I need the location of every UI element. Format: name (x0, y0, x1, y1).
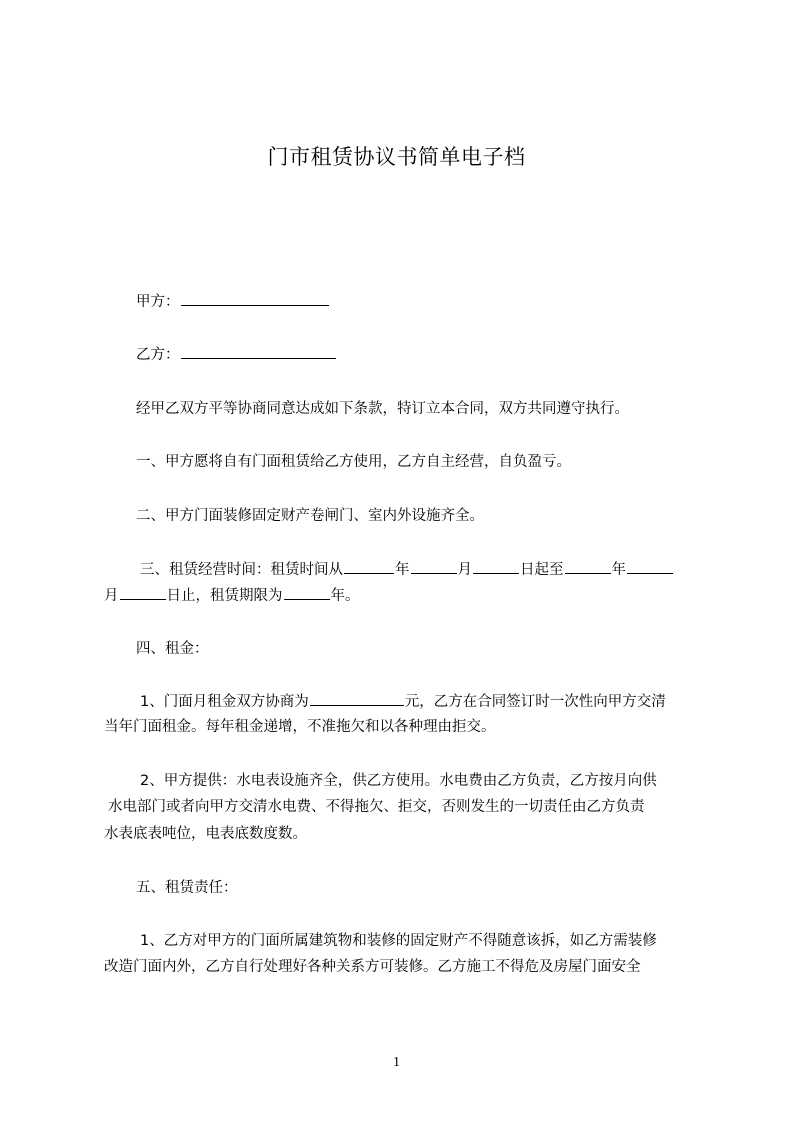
clause-2: 二、甲方门面装修固定财产卷闸门、室内外设施齐全。 (136, 508, 484, 524)
clause-4-1-suffix: 元，乙方在合同签订时一次性向甲方交清 (404, 694, 666, 710)
page-number: 1 (393, 1055, 400, 1070)
clause-3-year-1: 年 (395, 562, 410, 578)
clause-5-heading: 五、租赁责任： (136, 880, 238, 896)
clause-4-2-line-1: 2、甲方提供：水电表设施齐全，供乙方使用。水电费由乙方负责，乙方按月向供 (140, 773, 657, 789)
clause-3-day-2: 日止，租赁期限为 (166, 588, 283, 604)
clause-4-heading: 四、租金： (136, 641, 209, 657)
clause-3-year-2: 年 (611, 562, 626, 578)
clause-3-years: 年。 (330, 588, 360, 604)
party-b-line (136, 344, 337, 365)
start-year-blank (344, 559, 394, 574)
clause-4-2-line-3: 水表底表吨位，电表底数度数。 (104, 826, 307, 842)
clause-3-day-1: 日起至 (520, 562, 564, 578)
end-year-blank (565, 559, 611, 574)
clause-3-line-2 (104, 585, 360, 606)
document-title: 门市租赁协议书简单电子档 (267, 145, 526, 169)
clause-4-2-line-2: 水电部门或者向甲方交清水电费、不得拖欠、拒交，否则发生的一切责任由乙方负责 (108, 799, 645, 815)
preamble: 经甲乙双方平等协商同意达成如下条款，特订立本合同，双方共同遵守执行。 (136, 401, 629, 417)
clause-3-prefix: 三、租赁经营时间：租赁时间从 (140, 562, 343, 578)
clause-4-1-line-2: 当年门面租金。每年租金递增，不准拖欠和以各种理由拒交。 (104, 719, 496, 735)
start-day-blank (473, 559, 519, 574)
party-a-label: 甲方： (136, 294, 180, 310)
clause-3-month-1: 月 (457, 562, 472, 578)
start-month-blank (411, 559, 457, 574)
clause-4-1-prefix: 1、门面月租金双方协商为 (140, 694, 309, 710)
clause-5-1-line-1: 1、乙方对甲方的门面所属建筑物和装修的固定财产不得随意该拆，如乙方需装修 (140, 933, 657, 949)
term-years-blank (284, 585, 330, 600)
party-a-blank (181, 291, 329, 306)
clause-1: 一、甲方愿将自有门面租赁给乙方使用，乙方自主经营，自负盈亏。 (136, 454, 571, 470)
party-b-label: 乙方： (136, 347, 180, 363)
monthly-rent-blank (310, 691, 404, 706)
clause-5-1-line-2: 改造门面内外，乙方自行处理好各种关系方可装修。乙方施工不得危及房屋门面安全 (104, 959, 641, 975)
party-a-line (136, 291, 330, 312)
end-month-blank-start (627, 559, 673, 574)
clause-4-1-line-1 (140, 691, 666, 712)
clause-3-line-1 (140, 559, 674, 580)
clause-3-month-2: 月 (104, 588, 119, 604)
end-day-blank (120, 585, 166, 600)
party-b-blank (181, 344, 336, 359)
